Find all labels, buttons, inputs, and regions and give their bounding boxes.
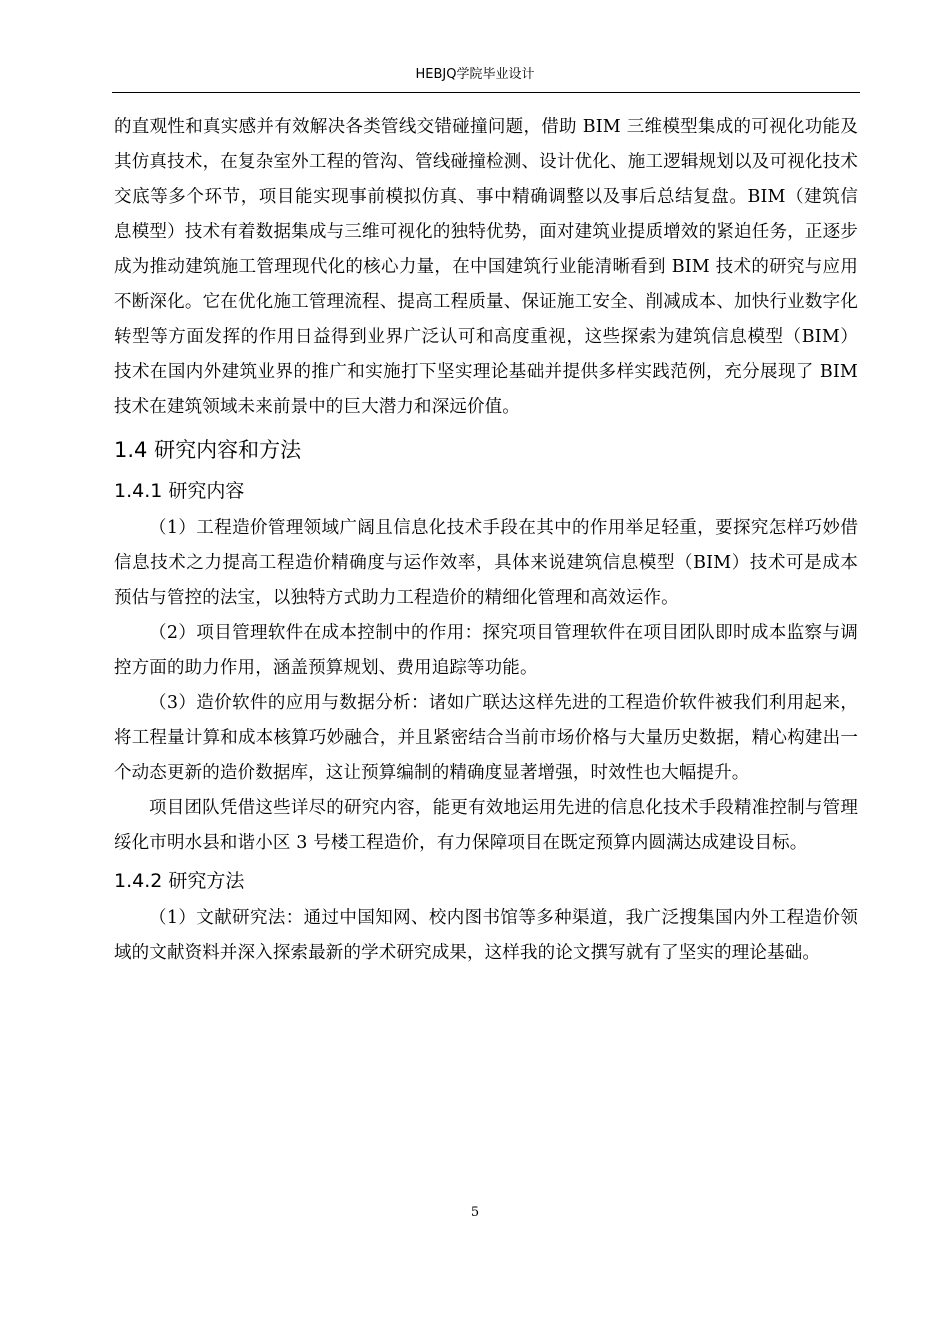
- research-method-item-1: （1）文献研究法：通过中国知网、校内图书馆等多种渠道，我广泛搜集国内外工程造价领域的文献资料并深入探索最新的学术研究成果，这样我的论文撰写就有了坚实的理论基础。: [114, 908, 858, 963]
- section-heading-1-4-1: 1.4.1 研究内容: [114, 480, 245, 502]
- page-content: [114, 110, 858, 971]
- intro-paragraph: 的直观性和真实感并有效解决各类管线交错碰撞问题，借助 BIM 三维模型集成的可视化功能及其仿真技术，在复杂室外工程的管沟、管线碰撞检测、设计优化、施工逻辑规划以及可视化技术交底等多个环节，项目能实现事前模拟仿真、事中精确调整以及事后总结复盘。BIM（建筑信息模型）技术有着数据集成与三维可视化的独特优势，面对建筑业提质增效的紧迫任务，正逐步成为推动建筑施工管理现代化的核心力量，在中国建筑行业能清晰看到 BIM 技术的研究与应用不断深化。它在优化施工管理流程、提高工程质量、保证施工安全、削减成本、加快行业数字化转型等方面发挥的作用日益得到业界广泛认可和高度重视，这些探索为建筑信息模型（BIM）技术在国内外建筑业界的推广和实施打下坚实理论基础并提供多样实践范例，充分展现了 BIM 技术在建筑领域未来前景中的巨大潜力和深远价值。: [114, 117, 858, 417]
- section-heading-1-4: 1.4 研究内容和方法: [114, 438, 302, 462]
- research-content-summary: 项目团队凭借这些详尽的研究内容，能更有效地运用先进的信息化技术手段精准控制与管理绥化市明水县和谐小区 3 号楼工程造价，有力保障项目在既定预算内圆满达成建设目标。: [114, 798, 858, 853]
- research-content-item-2: （2）项目管理软件在成本控制中的作用：探究项目管理软件在项目团队即时成本监察与调控方面的助力作用，涵盖预算规划、费用追踪等功能。: [114, 623, 858, 678]
- header-divider: [112, 92, 860, 93]
- page-number: 5: [470, 1205, 480, 1220]
- research-content-item-3: （3）造价软件的应用与数据分析：诸如广联达这样先进的工程造价软件被我们利用起来，将工程量计算和成本核算巧妙融合，并且紧密结合当前市场价格与大量历史数据，精心构建出一个动态更新的造价数据库，这让预算编制的精确度显著增强，时效性也大幅提升。: [114, 693, 858, 783]
- section-heading-1-4-2: 1.4.2 研究方法: [114, 870, 245, 892]
- page-header-title: HEBJQ学院毕业设计: [415, 67, 535, 82]
- research-content-item-1: （1）工程造价管理领域广阔且信息化技术手段在其中的作用举足轻重，要探究怎样巧妙借信息技术之力提高工程造价精确度与运作效率，具体来说建筑信息模型（BIM）技术可是成本预估与管控的法宝，以独特方式助力工程造价的精细化管理和高效运作。: [114, 518, 858, 608]
